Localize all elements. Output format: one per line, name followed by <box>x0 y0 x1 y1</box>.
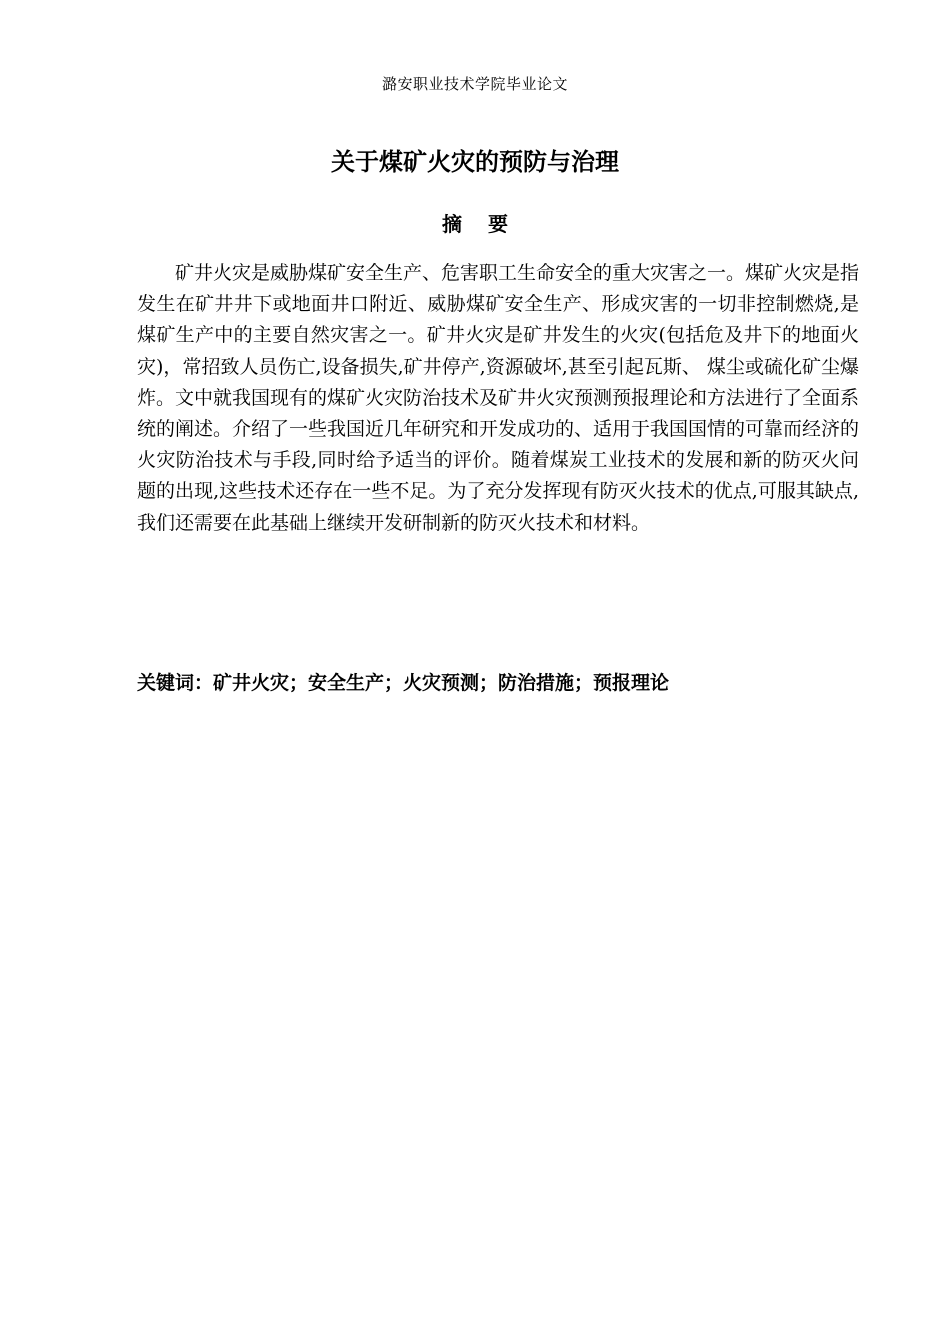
abstract-heading-char-1: 摘 <box>442 212 462 236</box>
abstract-heading <box>0 210 950 238</box>
abstract-body: 矿井火灾是威胁煤矿安全生产、危害职工生命安全的重大灾害之一。煤矿火灾是指发生在矿井井下或地面井口附近、威胁煤矿安全生产、形成灾害的一切非控制燃烧,是煤矿生产中的主要自然灾害之一。矿井火灾是矿井发生的火灾(包括危及井下的地面火灾)，常招致人员伤亡,设备损失,矿井停产,资源破坏,甚至引起瓦斯、 煤尘或硫化矿尘爆炸。文中就我国现有的煤矿火灾防治技术及矿井火灾预测预报理论和方法进行了全面系统的阐述。介绍了一些我国近几年研究和开发成功的、适用于我国国情的可靠而经济的火灾防治技术与手段,同时给予适当的评价。随着煤炭工业技术的发展和新的防灭火问题的出现,这些技术还存在一些不足。为了充分发挥现有防灭火技术的优点,可服其缺点,我们还需要在此基础上继续开发研制新的防灭火技术和材料。 <box>137 262 860 534</box>
running-header: 潞安职业技术学院毕业论文 <box>381 75 568 93</box>
abstract-heading-char-2: 要 <box>488 212 508 236</box>
document-title: 关于煤矿火灾的预防与治理 <box>331 148 619 176</box>
keywords-text: 矿井火灾；安全生产；火灾预测；防治措施；预报理论 <box>213 672 670 694</box>
keywords-line <box>137 668 859 698</box>
keywords-label: 关键词： <box>137 672 214 694</box>
